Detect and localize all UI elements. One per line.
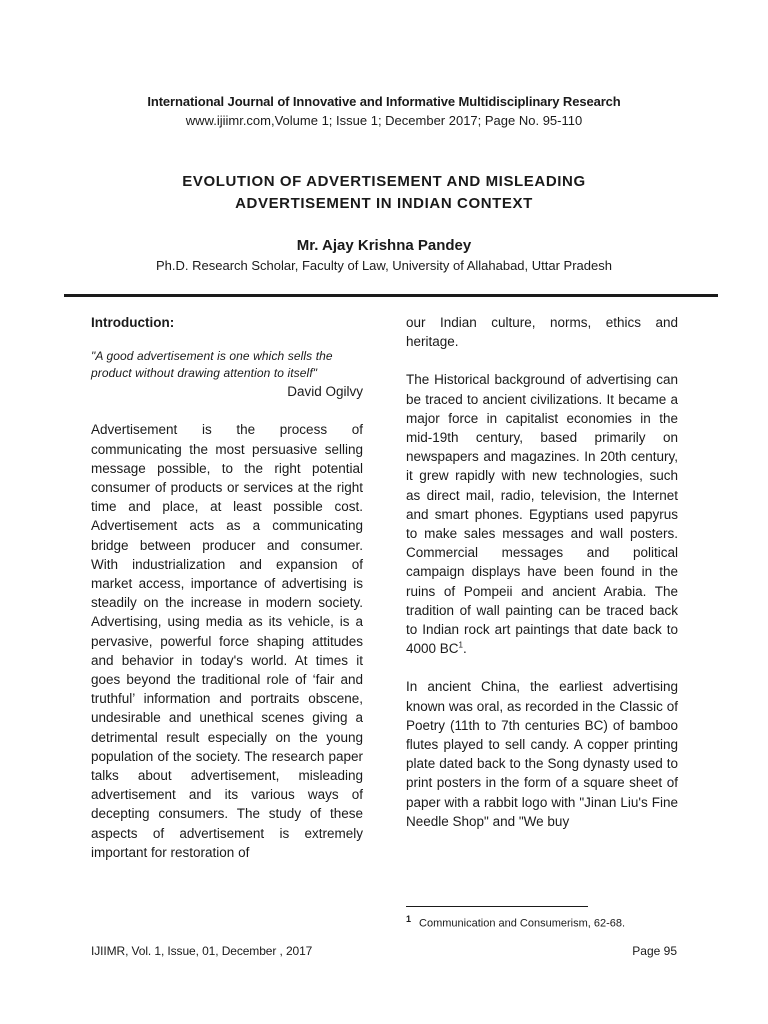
footnote-divider	[406, 906, 588, 907]
epigraph-quote: "A good advertisement is one which sells the product without drawing attention to itself"	[91, 349, 333, 381]
article-title	[0, 171, 768, 215]
page-number: Page 95	[632, 944, 677, 958]
history-paragraph	[406, 370, 678, 658]
china-paragraph: In ancient China, the earliest advertising known was oral, as recorded in the Classic of Poetry (11th to 7th centuries BC) of bamboo flutes played to sell candy. A copper printing plate dated back to the Song dynasty used to print posters in the form of a square sheet of paper with a rabbit logo with "Jinan Liu's Fine Needle Shop" and "We buy	[406, 679, 678, 829]
right-column	[406, 313, 678, 831]
journal-name: International Journal of Innovative and Informative Multidisciplinary Research	[147, 94, 621, 109]
author-affiliation: Ph.D. Research Scholar, Faculty of Law, University of Allahabad, Uttar Pradesh	[156, 258, 612, 273]
footer-citation: IJIIMR, Vol. 1, Issue, 01, December , 2017	[91, 944, 313, 958]
footnote	[406, 914, 625, 930]
author-name: Mr. Ajay Krishna Pandey	[296, 237, 472, 254]
journal-meta: www.ijiimr.com,Volume 1; Issue 1; December 2017; Page No. 95-110	[185, 113, 583, 128]
history-paragraph-text: The Historical background of advertising can be traced to ancient civilizations. It became a major force in capitalist economies in the mid-19th century, based primarily on newspapers and magazines. In 20th century, it grew rapidly with new technologies, such as direct mail, radio, television, the Internet and smart phones. Egyptians used papyrus to make sales messages and wall posters. Commercial messages and political campaign displays have been found in the ruins of Pompeii and ancient Arabia. The tradition of wall painting can be traced back to Indian rock art paintings that date back to 4000 BC	[406, 372, 678, 657]
intro-paragraph: Advertisement is the process of communicating the most persuasive selling message possible, to the right potential consumer of products or services at the right time and place, at least possible cost. Advertisement acts as a communicating bridge between producer and consumer. With industrialization and expansion of market access, importance of advertising is steadily on the increase in modern society. Advertising, using media as its vehicle, is a pervasive, powerful force shaping attitudes and behavior in today's world. At times it goes beyond the traditional role of ‘fair and truthful’ information and portraits obscene, undesirable and unethical scenes giving a detrimental result especially on the young population of the society. The research paper talks about advertisement, misleading advertisement and its various ways of decepting consumers. The study of these aspects of advertisement is extremely important for restoration of	[91, 422, 363, 860]
footnote-text: Communication and Consumerism, 62-68.	[419, 917, 626, 930]
history-paragraph-end: .	[463, 641, 467, 657]
footnote-number: 1	[406, 914, 412, 924]
paragraph-continuation: our Indian culture, norms, ethics and heritage.	[406, 315, 678, 350]
left-column	[91, 313, 363, 862]
section-heading-introduction: Introduction:	[91, 315, 175, 330]
quote-attribution: David Ogilvy	[287, 384, 363, 400]
title-line-1: EVOLUTION OF ADVERTISEMENT AND MISLEADING	[182, 173, 586, 190]
footnote-reference[interactable]: 1	[458, 640, 463, 650]
header-divider	[64, 294, 718, 297]
title-line-2: ADVERTISEMENT IN INDIAN CONTEXT	[235, 195, 533, 212]
